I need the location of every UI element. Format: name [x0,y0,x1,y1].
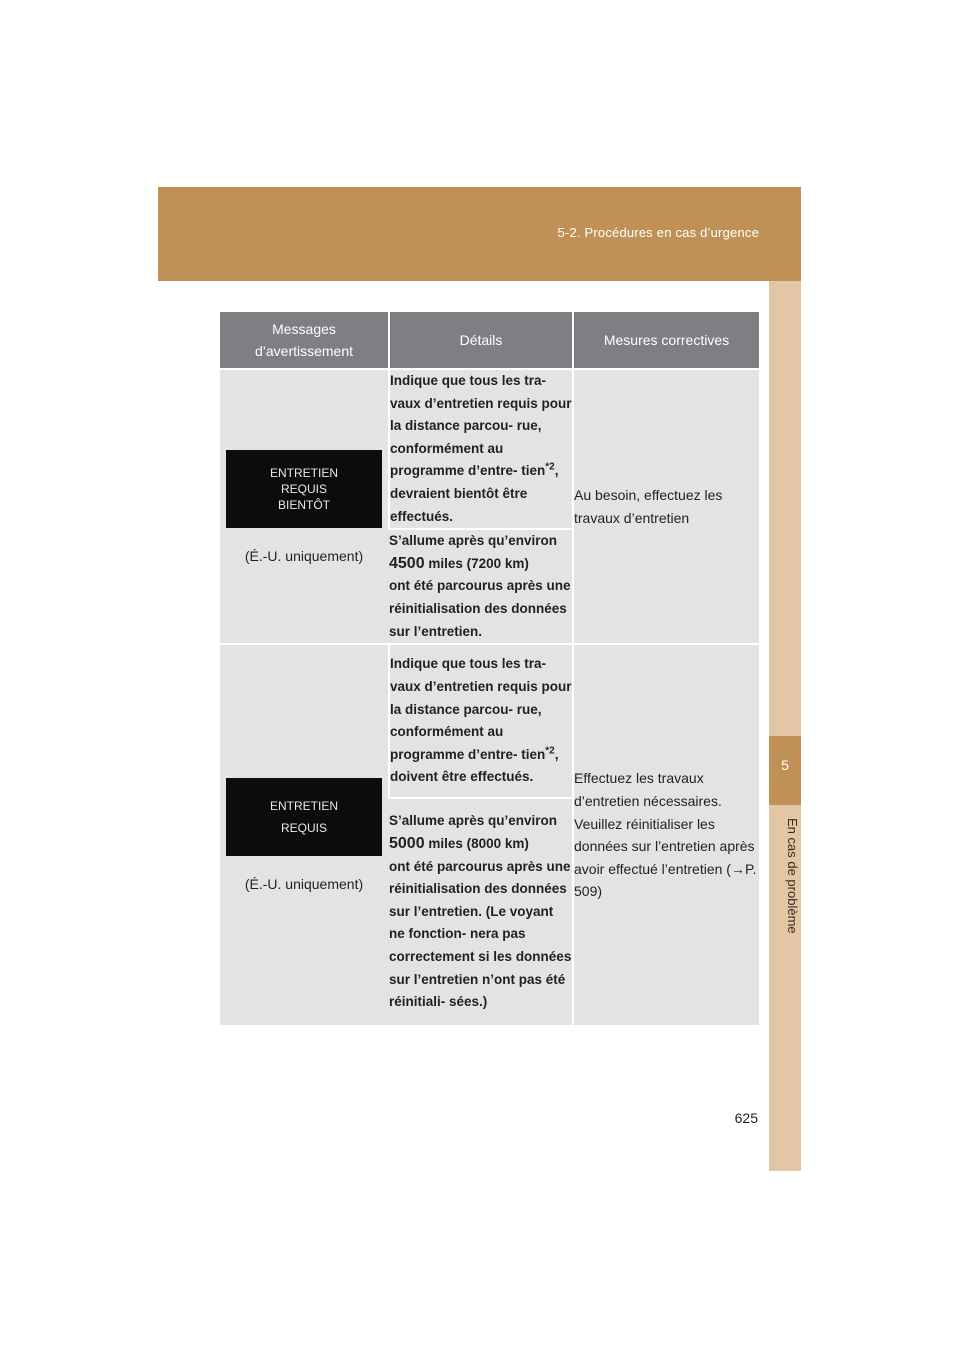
warning-table [220,312,759,1025]
detail-cell [389,369,573,529]
detail-cell [389,644,573,798]
footnote-ref: *2 [545,745,555,757]
distance-value [389,835,529,852]
display-line: ENTRETIEN [269,465,338,480]
detail-text: Indique que tous les tra- vaux d’entretien requis pour la distance parcou- rue, conformément au programme d’entre- tien [390,373,572,479]
display-line: REQUIS [280,481,327,496]
chapter-number: 5 [769,736,801,805]
detail-cell [389,798,573,1025]
display-screen [226,450,382,528]
detail-text: ont été parcourus après une réinitialisation des données sur l’entretien. (Le voyant ne fonction- nera pas correctement si les données sur l’entretien n’ont pas été réinitiali- sées.) [389,858,572,1010]
page-number: 625 [734,1110,758,1126]
section-title: 5-2. Procédures en cas d’urgence [557,225,759,240]
detail-text: ont été parcourus après une réinitialisation des données sur l’entretien. [389,578,571,639]
detail-text: Indique que tous les tra- vaux d’entretien requis pour la distance parcou- rue, conformément au programme d’entre- tien [390,656,572,762]
distance-value [389,555,529,572]
header-details: Détails [389,312,573,369]
table-row [220,644,759,798]
mesure-cell: Au besoin, effectuez les travaux d’entretien [573,369,759,644]
distance-unit: miles (8000 km) [424,836,529,852]
region-note: (É.-U. uniquement) [244,876,364,893]
message-cell [220,644,389,1025]
header-messages-line2: d’avertissement [254,343,354,359]
region-note: (É.-U. uniquement) [244,547,364,564]
detail-text: , devraient bientôt être effectués. [390,463,559,524]
side-tab [769,281,801,1171]
header-mesures: Mesures correctives [573,312,759,369]
distance-unit: miles (7200 km) [424,555,529,571]
distance-miles: 4500 [389,554,425,572]
display-line: REQUIS [280,821,327,836]
display-line: BIENTÔT [277,497,330,512]
message-cell [220,369,389,644]
footnote-ref: *2 [545,461,555,473]
display-screen [226,778,382,856]
table-header-row [220,312,759,369]
display-line: ENTRETIEN [269,799,338,814]
detail-cell [389,529,573,644]
detail-text: , doivent être effectués. [390,746,559,785]
header-messages-line1: Messages [272,321,336,337]
chapter-title: En cas de problème [785,818,800,934]
header-messages [220,312,389,369]
table-row [220,369,759,529]
header-band [158,187,801,281]
detail-text: S’allume après qu’environ [389,533,558,549]
mesure-cell: Effectuez les travaux d’entretien nécessaires. Veuillez réinitialiser les données sur l’entretien après avoir effectué l’entretien (→P. 509) [573,644,759,1025]
detail-text: S’allume après qu’environ [389,813,558,829]
distance-miles: 5000 [389,835,425,853]
